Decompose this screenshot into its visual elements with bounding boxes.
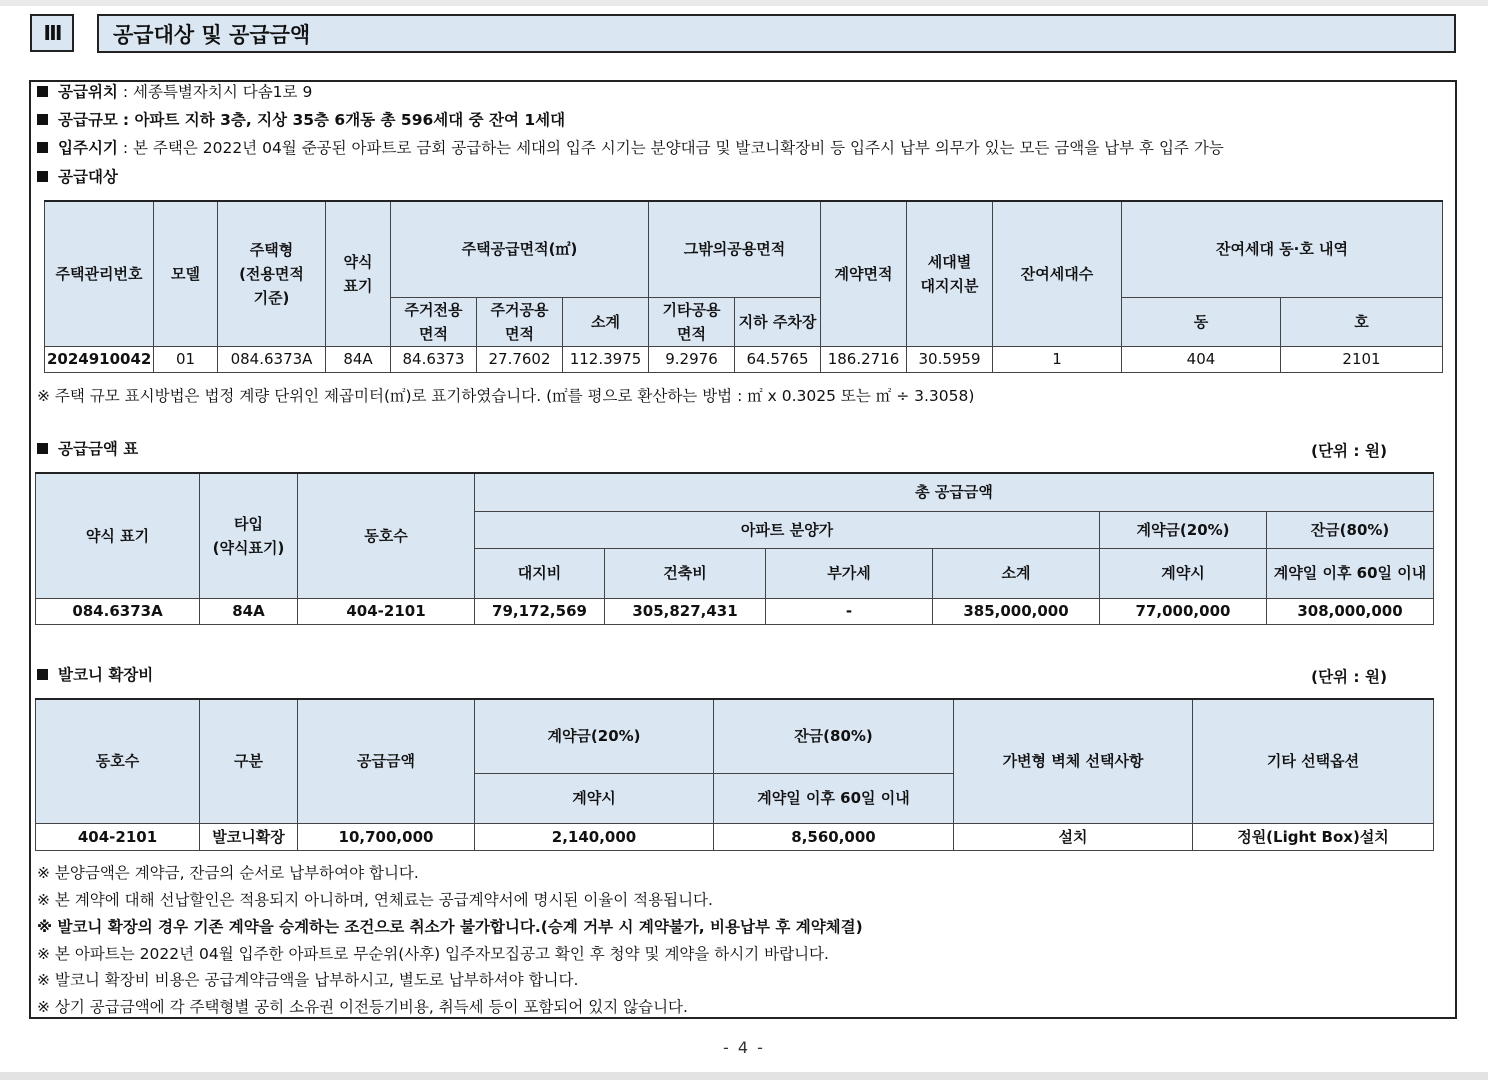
th-bal-balance: 잔금(80%) xyxy=(714,699,954,773)
balcony-unit: (단위 : 원) xyxy=(1311,668,1388,686)
info-location-label: 공급위치 xyxy=(58,83,118,101)
th-balance: 잔금(80%) xyxy=(1267,511,1434,548)
th-other-common: 기타공용 면적 xyxy=(649,297,735,346)
th-at-contract: 계약시 xyxy=(1100,548,1267,598)
price-table xyxy=(35,472,1434,625)
top-edge xyxy=(0,0,1488,6)
cell-price-type: 84A xyxy=(200,598,298,624)
section-title: 공급대상 및 공급금액 xyxy=(97,14,1456,53)
cell-build: 305,827,431 xyxy=(605,598,766,624)
th-exclusive: 주거전용 면적 xyxy=(391,297,477,346)
info-scale-label: 공급규모 xyxy=(58,111,118,129)
note-4: ※ 본 아파트는 2022년 04월 입주한 아파트로 무순위(사후) 입주자모집공고 확인 후 청약 및 계약을 하시기 바랍니다. xyxy=(37,945,829,963)
bullet-square-icon xyxy=(37,669,48,680)
cell-bal-deposit: 2,140,000 xyxy=(475,823,714,850)
cell-type: 084.6373A xyxy=(218,346,326,372)
th-total-price: 총 공급금액 xyxy=(475,473,1434,511)
note-2: ※ 본 계약에 대해 선납할인은 적용되지 아니하며, 연체료는 공급계약서에 명시된 이율이 적용됩니다. xyxy=(37,891,713,909)
page-number: - 4 - xyxy=(723,1038,765,1057)
note-5: ※ 발코니 확장비 비용은 공급계약금액을 납부하시고, 별도로 납부하셔야 합니다. xyxy=(37,971,579,989)
th-within60: 계약일 이후 60일 이내 xyxy=(1267,548,1434,598)
th-abbr: 약식 표기 xyxy=(326,201,391,346)
supply-target-table xyxy=(44,200,1443,373)
th-bal-category: 구분 xyxy=(200,699,298,823)
table-row xyxy=(36,823,1434,850)
cell-bal-balance: 8,560,000 xyxy=(714,823,954,850)
cell-ho: 2101 xyxy=(1281,346,1443,372)
cell-bal-options: 정원(Light Box)설치 xyxy=(1193,823,1434,850)
note-3: ※ 발코니 확장의 경우 기존 계약을 승계하는 조건으로 취소가 불가합니다.(승계 거부 시 계약불가, 비용납부 후 계약체결) xyxy=(37,918,863,936)
th-other-area: 그밖의공용면적 xyxy=(649,201,821,297)
th-price-unit-no: 동호수 xyxy=(298,473,475,598)
cell-contract-area: 186.2716 xyxy=(821,346,907,372)
th-bal-options: 기타 선택옵션 xyxy=(1193,699,1434,823)
price-unit: (단위 : 원) xyxy=(1311,442,1388,460)
th-ho: 호 xyxy=(1281,297,1443,346)
cell-dong: 404 xyxy=(1122,346,1281,372)
area-note: ※ 주택 규모 표시방법은 법정 계량 단위인 제곱미터(㎡)로 표기하였습니다. (㎡를 평으로 환산하는 방법 : ㎡ x 0.3025 또는 ㎡ ÷ 3.3058) xyxy=(37,387,975,405)
table-row xyxy=(36,598,1434,624)
cell-bal-wall: 설치 xyxy=(954,823,1193,850)
th-contract-area: 계약면적 xyxy=(821,201,907,346)
bullet-square-icon xyxy=(37,443,48,454)
info-movein xyxy=(37,138,1224,158)
note-6: ※ 상기 공급금액에 각 주택형별 공히 소유권 이전등기비용, 취득세 등이 포함되어 있지 않습니다. xyxy=(37,998,688,1016)
cell-model: 01 xyxy=(154,346,218,372)
th-subtotal: 소계 xyxy=(563,297,649,346)
cell-abbr: 84A xyxy=(326,346,391,372)
cell-price-abbr: 084.6373A xyxy=(36,598,200,624)
cell-balance: 308,000,000 xyxy=(1267,598,1434,624)
info-target-label: 공급대상 xyxy=(58,168,118,186)
content-box xyxy=(29,80,1457,1019)
th-price-subtotal: 소계 xyxy=(933,548,1100,598)
price-section-title-text: 공급금액 표 xyxy=(58,440,139,458)
th-price-type: 타입 (약식표기) xyxy=(200,473,298,598)
cell-bal-price: 10,700,000 xyxy=(298,823,475,850)
th-land: 대지비 xyxy=(475,548,605,598)
th-type: 주택형 (전용면적 기준) xyxy=(218,201,326,346)
th-apt-price: 아파트 분양가 xyxy=(475,511,1100,548)
cell-exclusive: 84.6373 xyxy=(391,346,477,372)
th-bal-wall: 가변형 벽체 선택사항 xyxy=(954,699,1193,823)
bottom-edge xyxy=(0,1072,1488,1080)
th-model: 모델 xyxy=(154,201,218,346)
table-row xyxy=(45,346,1443,372)
th-bal-at-contract: 계약시 xyxy=(475,773,714,823)
cell-price-subtotal: 385,000,000 xyxy=(933,598,1100,624)
th-dong: 동 xyxy=(1122,297,1281,346)
bullet-square-icon xyxy=(37,142,48,153)
cell-land-share: 30.5959 xyxy=(907,346,993,372)
th-mgmt-no: 주택관리번호 xyxy=(45,201,154,346)
balcony-section-title xyxy=(37,665,153,685)
th-unit-detail: 잔여세대 동·호 내역 xyxy=(1122,201,1443,297)
cell-mgmt-no: 2024910042 xyxy=(45,346,154,372)
th-parking: 지하 주차장 xyxy=(735,297,821,346)
th-deposit: 계약금(20%) xyxy=(1100,511,1267,548)
bullet-square-icon xyxy=(37,171,48,182)
info-movein-label: 입주시기 xyxy=(58,139,118,157)
th-bal-deposit: 계약금(20%) xyxy=(475,699,714,773)
cell-land: 79,172,569 xyxy=(475,598,605,624)
cell-subtotal: 112.3975 xyxy=(563,346,649,372)
section-number-badge: Ⅲ xyxy=(30,14,74,52)
th-bal-within60: 계약일 이후 60일 이내 xyxy=(714,773,954,823)
th-remaining: 잔여세대수 xyxy=(993,201,1122,346)
th-vat: 부가세 xyxy=(766,548,933,598)
th-bal-unit-no: 동호수 xyxy=(36,699,200,823)
bullet-square-icon xyxy=(37,114,48,125)
cell-vat: - xyxy=(766,598,933,624)
cell-parking: 64.5765 xyxy=(735,346,821,372)
cell-price-unit-no: 404-2101 xyxy=(298,598,475,624)
balcony-table xyxy=(35,698,1434,851)
th-supply-area: 주택공급면적(㎡) xyxy=(391,201,649,297)
th-common: 주거공용 면적 xyxy=(477,297,563,346)
th-build: 건축비 xyxy=(605,548,766,598)
price-section-title xyxy=(37,439,138,459)
th-price-abbr: 약식 표기 xyxy=(36,473,200,598)
balcony-section-title-text: 발코니 확장비 xyxy=(58,666,154,684)
info-movein-value: : 본 주택은 2022년 04월 준공된 아파트로 금회 공급하는 세대의 입주 시기는 분양대금 및 발코니확장비 등 입주시 납부 의무가 있는 모든 금액을 납부 후 입주 가능 xyxy=(122,139,1224,157)
info-location-value: : 세종특별자치시 다솜1로 9 xyxy=(122,83,313,101)
cell-other-common: 9.2976 xyxy=(649,346,735,372)
info-scale-value: : 아파트 지하 3층, 지상 35층 6개동 총 596세대 중 잔여 1세대 xyxy=(122,111,566,129)
cell-bal-unit-no: 404-2101 xyxy=(36,823,200,850)
th-bal-price: 공급금액 xyxy=(298,699,475,823)
info-target xyxy=(37,167,118,187)
cell-bal-category: 발코니확장 xyxy=(200,823,298,850)
cell-remaining: 1 xyxy=(993,346,1122,372)
th-land-share: 세대별 대지지분 xyxy=(907,201,993,346)
bullet-square-icon xyxy=(37,86,48,97)
note-1: ※ 분양금액은 계약금, 잔금의 순서로 납부하여야 합니다. xyxy=(37,864,419,882)
info-scale xyxy=(37,110,565,130)
info-location xyxy=(37,82,312,102)
cell-common: 27.7602 xyxy=(477,346,563,372)
cell-deposit: 77,000,000 xyxy=(1100,598,1267,624)
